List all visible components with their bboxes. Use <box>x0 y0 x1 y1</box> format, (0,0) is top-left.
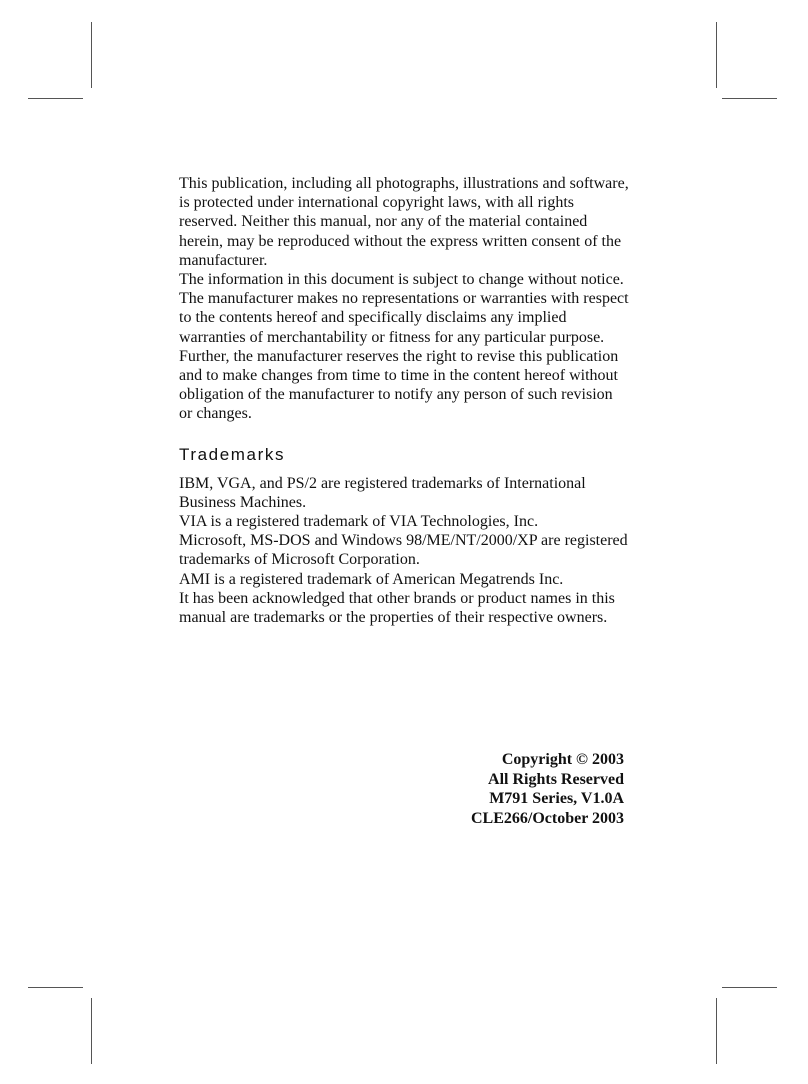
crop-mark-bottom-left-horizontal <box>28 987 83 988</box>
crop-mark-bottom-right-vertical <box>716 998 717 1064</box>
trademarks-heading: Trademarks <box>179 444 286 464</box>
document-body <box>179 174 629 627</box>
document-code-date: CLE266/October 2003 <box>470 809 624 827</box>
copyright-year: Copyright © 2003 <box>501 751 624 768</box>
series-version: M791 Series, V1.0A <box>489 790 624 807</box>
copyright-block <box>471 750 624 828</box>
crop-mark-top-left-horizontal <box>28 98 83 99</box>
crop-mark-bottom-left-vertical <box>91 998 92 1064</box>
trademark-line: Microsoft, MS-DOS and Windows 98/ME/NT/2000/XP are registered trademarks of Microsoft Corporation. <box>179 532 628 569</box>
copyright-notice <box>179 174 629 424</box>
trademark-line: It has been acknowledged that other brands or product names in this manual are trademarks or the properties of their respective owners. <box>179 589 615 627</box>
trademark-line: AMI is a registered trademark of American Megatrends Inc. <box>179 570 564 588</box>
trademarks-list <box>179 474 629 628</box>
trademark-line: IBM, VGA, and PS/2 are registered trademarks of International Business Machines. <box>179 474 586 511</box>
trademark-line: VIA is a registered trademark of VIA Technologies, Inc. <box>179 513 539 531</box>
crop-mark-bottom-right-horizontal <box>722 987 777 988</box>
disclaimer-paragraph: The information in this document is subject to change without notice. The manufacturer makes no representations or warranties with respect to the contents hereof and specifically disclaims any implied warranties of merchantability or fitness for any particular purpose. Further, the manufacturer reserves the right to revise this publication and to make changes from time to time in the content hereof without obligation of the manufacturer to notify any person of such revision or changes. <box>179 271 629 423</box>
crop-mark-top-right-horizontal <box>722 98 777 99</box>
copyright-paragraph: This publication, including all photographs, illustrations and software, is protected under international copyright laws, with all rights reserved. Neither this manual, nor any of the material contained herein, may be reproduced without the express written consent of the manufacturer. <box>179 175 629 269</box>
rights-reserved: All Rights Reserved <box>488 770 624 788</box>
crop-mark-top-right-vertical <box>716 22 717 88</box>
crop-mark-top-left-vertical <box>91 22 92 88</box>
